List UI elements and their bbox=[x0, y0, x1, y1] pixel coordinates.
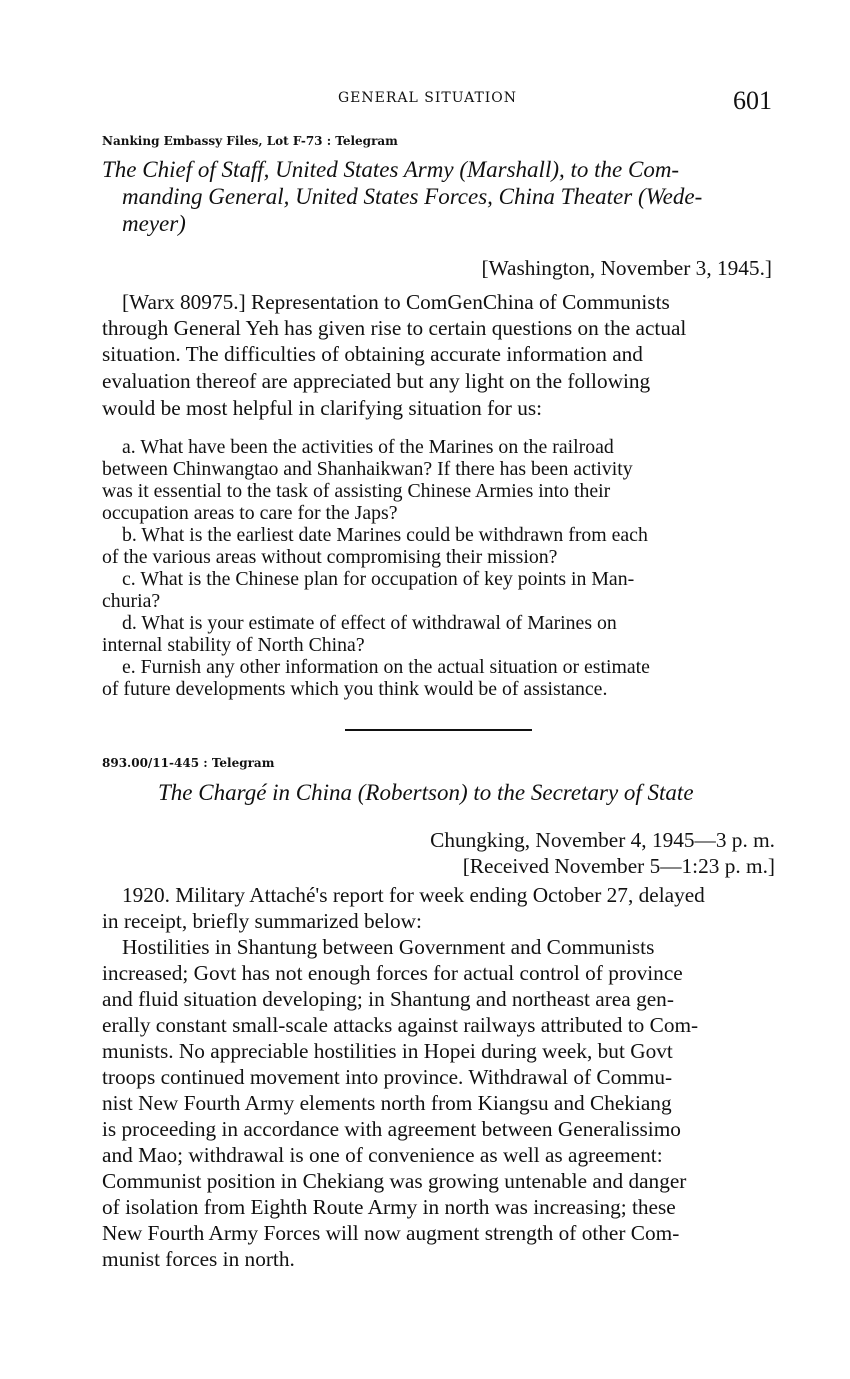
section-divider bbox=[345, 729, 532, 731]
question-line: of the various areas without compromising their mission? bbox=[102, 546, 558, 568]
question-line: b. What is the earliest date Marines could be withdrawn from each bbox=[122, 524, 648, 546]
body-line: erally constant small-scale attacks against railways attributed to Com- bbox=[102, 1013, 699, 1037]
running-head bbox=[0, 88, 850, 116]
file-reference: 893.00/11-445 : Telegram bbox=[102, 756, 275, 770]
body-line: New Fourth Army Forces will now augment strength of other Com- bbox=[102, 1221, 680, 1245]
body-line: evaluation thereof are appreciated but any light on the following bbox=[102, 369, 651, 393]
question-line: between Chinwangtao and Shanhaikwan? If there has been activity bbox=[102, 458, 633, 480]
question-line: of future developments which you think would be of assistance. bbox=[102, 678, 608, 700]
body-line: of isolation from Eighth Route Army in north was increasing; these bbox=[102, 1195, 676, 1219]
body-line: situation. The difficulties of obtaining accurate information and bbox=[102, 342, 643, 366]
body-line: [Warx 80975.] Representation to ComGenChina of Communists bbox=[122, 290, 670, 314]
dateline: [Washington, November 3, 1945.] bbox=[481, 256, 772, 280]
question-line: occupation areas to care for the Japs? bbox=[102, 502, 398, 524]
document-heading-line: meyer) bbox=[122, 211, 186, 236]
file-reference: Nanking Embassy Files, Lot F-73 : Telegram bbox=[102, 134, 398, 148]
body-line: and Mao; withdrawal is one of convenience as well as agreement: bbox=[102, 1143, 663, 1167]
document-heading: The Chargé in China (Robertson) to the Secretary of State bbox=[158, 780, 694, 805]
body-line: would be most helpful in clarifying situation for us: bbox=[102, 396, 543, 420]
page-number: 601 bbox=[733, 86, 772, 115]
question-line: was it essential to the task of assisting Chinese Armies into their bbox=[102, 480, 611, 502]
body-line: munists. No appreciable hostilities in Hopei during week, but Govt bbox=[102, 1039, 673, 1063]
document-heading-line: manding General, United States Forces, China Theater (Wede- bbox=[122, 184, 703, 209]
body-line: is proceeding in accordance with agreement between Generalissimo bbox=[102, 1117, 681, 1141]
body-line: nist New Fourth Army elements north from Kiangsu and Chekiang bbox=[102, 1091, 672, 1115]
question-line: churia? bbox=[102, 590, 161, 612]
body-line: Hostilities in Shantung between Government and Communists bbox=[122, 935, 655, 959]
body-line: through General Yeh has given rise to certain questions on the actual bbox=[102, 316, 687, 340]
question-line: a. What have been the activities of the Marines on the railroad bbox=[122, 436, 614, 458]
dateline: Chungking, November 4, 1945—3 p. m. bbox=[430, 828, 775, 852]
body-line: troops continued movement into province. Withdrawal of Commu- bbox=[102, 1065, 673, 1089]
body-line: 1920. Military Attaché's report for week ending October 27, delayed bbox=[122, 883, 705, 907]
body-line: in receipt, briefly summarized below: bbox=[102, 909, 422, 933]
question-line: internal stability of North China? bbox=[102, 634, 365, 656]
document-heading-line: The Chief of Staff, United States Army (Marshall), to the Com- bbox=[102, 157, 680, 182]
question-line: c. What is the Chinese plan for occupation of key points in Man- bbox=[122, 568, 635, 590]
body-line: Communist position in Chekiang was growing untenable and danger bbox=[102, 1169, 687, 1193]
running-title: GENERAL SITUATION bbox=[338, 90, 518, 106]
received-line: [Received November 5—1:23 p. m.] bbox=[462, 854, 775, 878]
question-line: d. What is your estimate of effect of withdrawal of Marines on bbox=[122, 612, 617, 634]
body-line: munist forces in north. bbox=[102, 1247, 295, 1271]
body-line: increased; Govt has not enough forces for actual control of province bbox=[102, 961, 683, 985]
body-line: and fluid situation developing; in Shantung and northeast area gen- bbox=[102, 987, 674, 1011]
question-line: e. Furnish any other information on the actual situation or estimate bbox=[122, 656, 650, 678]
